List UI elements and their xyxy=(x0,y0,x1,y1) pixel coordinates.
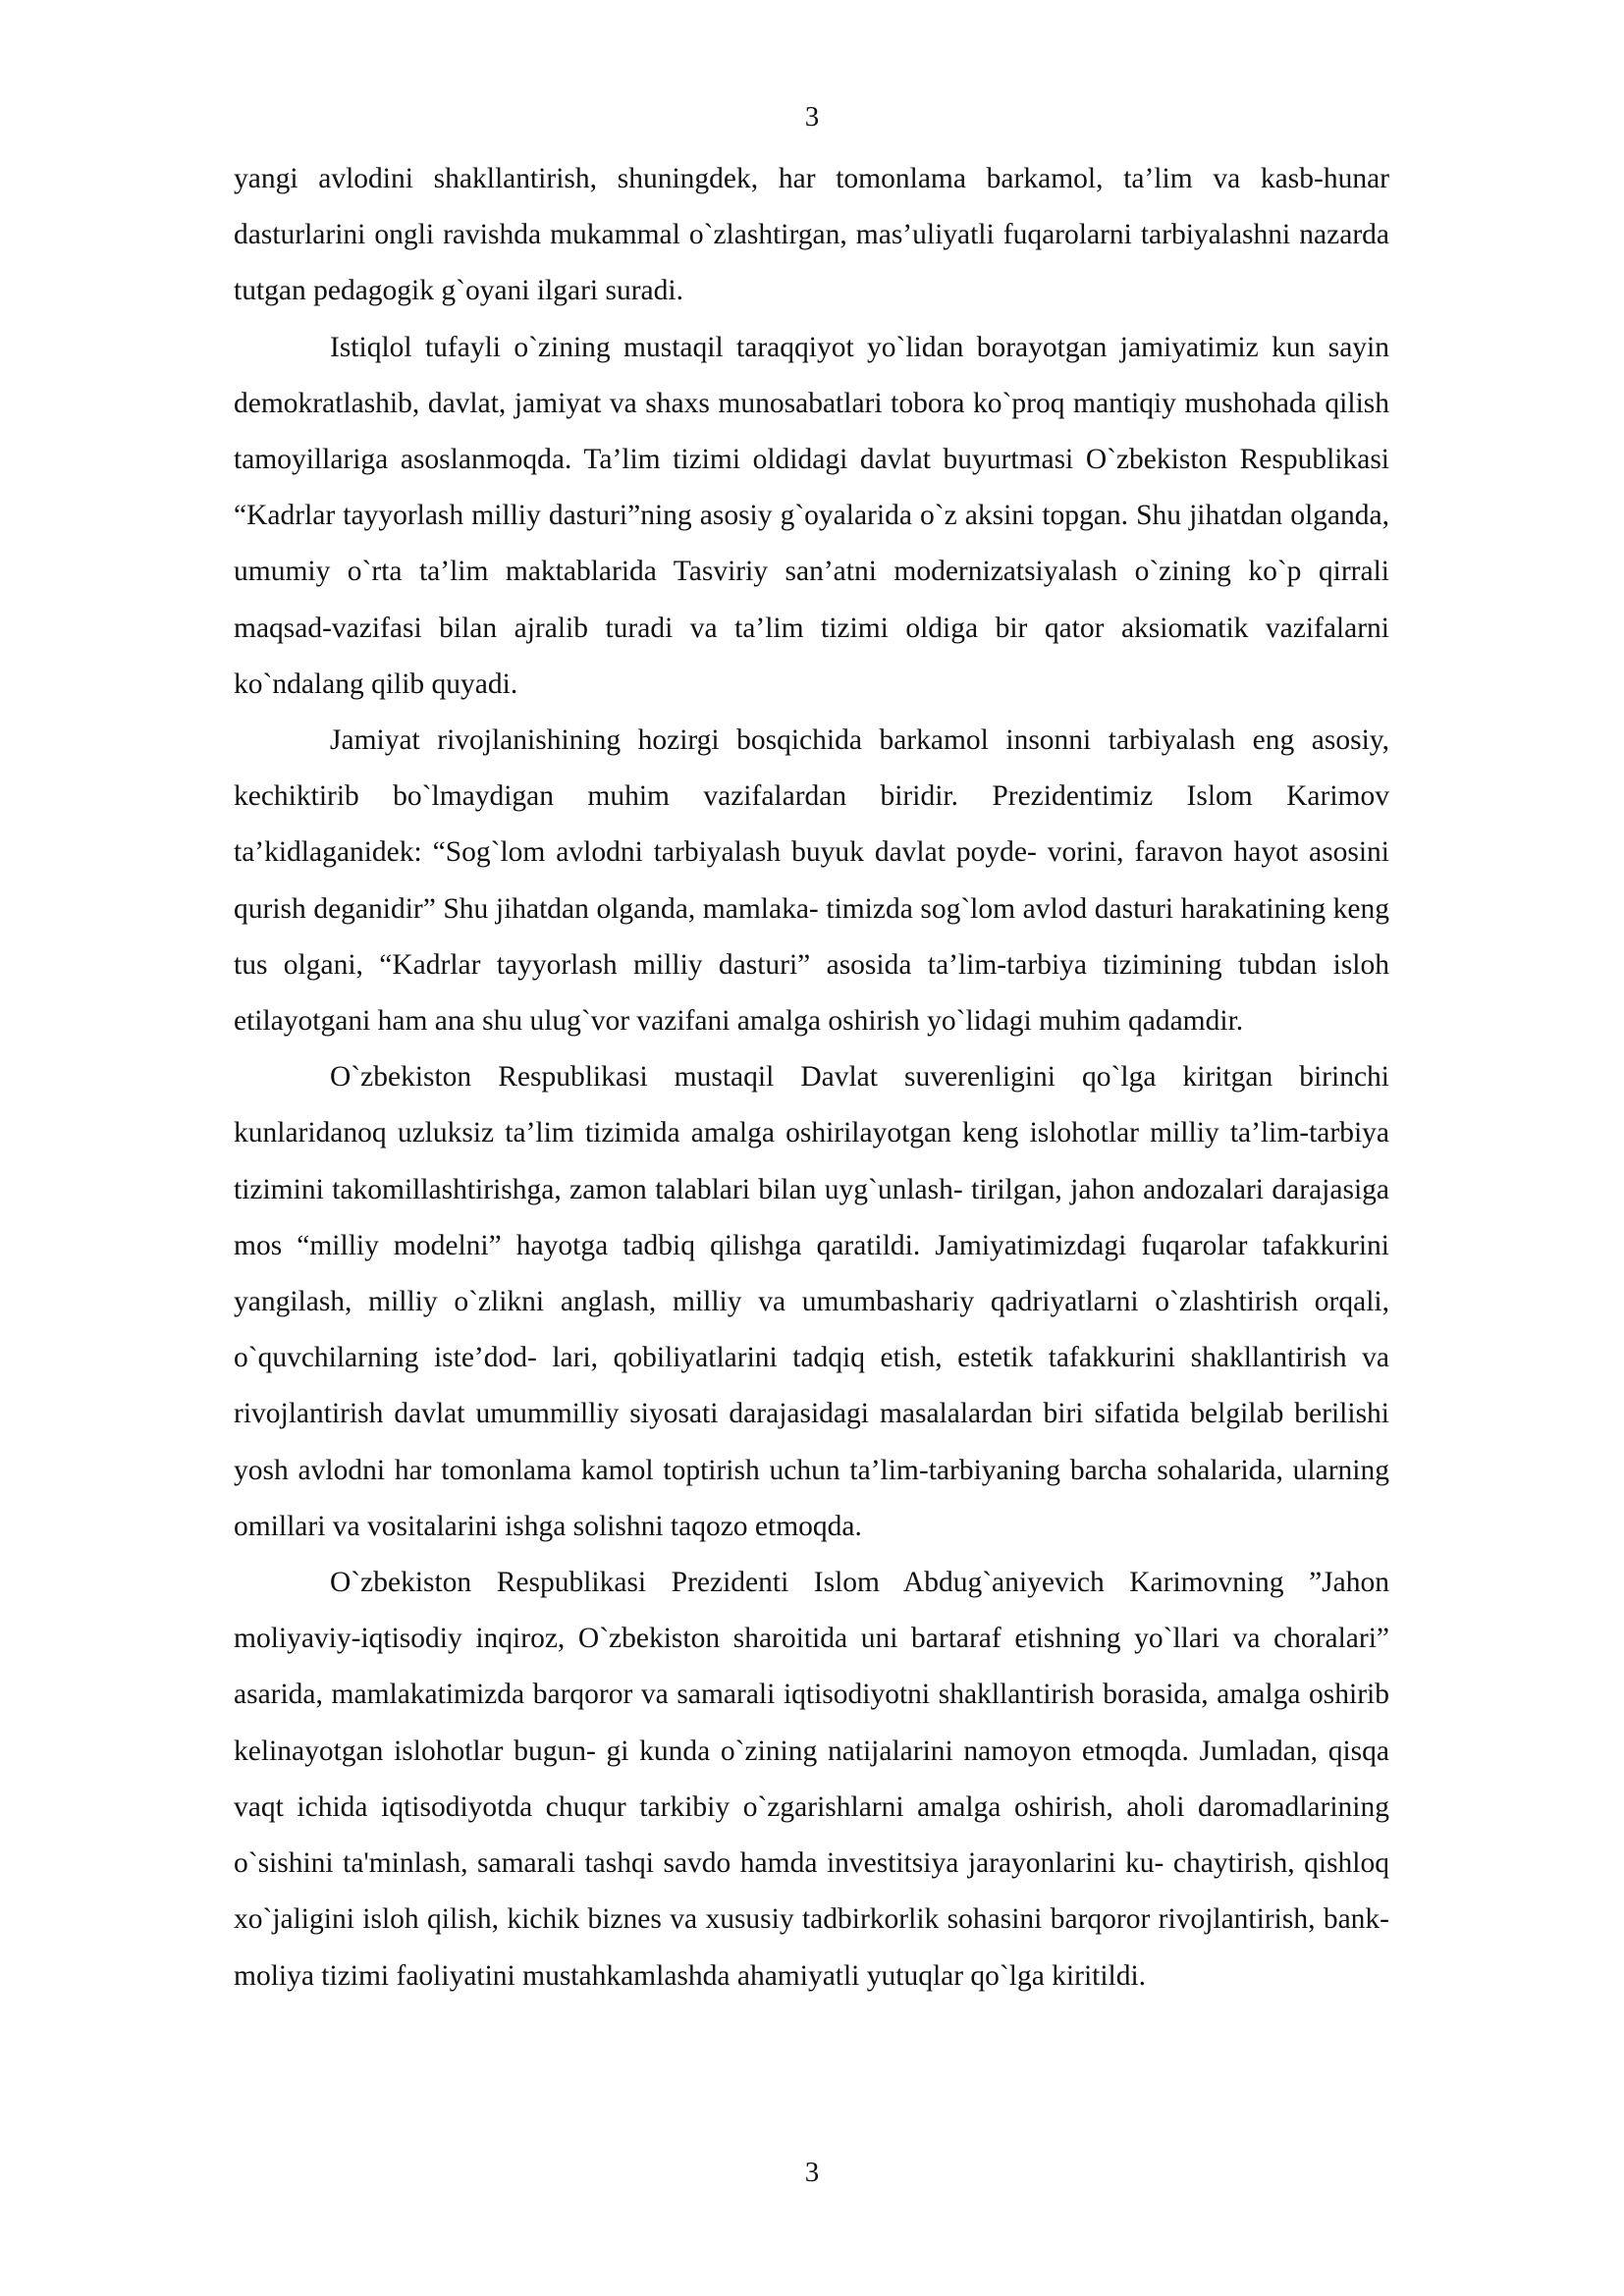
page-number-top: 3 xyxy=(804,101,820,133)
page-number-bottom: 3 xyxy=(804,2157,820,2188)
paragraph-3: Jamiyat rivojlanishining hozirgi bosqichida barkamol insonni tarbiyalash eng asosiy, kechiktirib bo`lmaydigan muhim vazifalardan biridir. Prezidentimiz Islom Karimov ta’kidlaganidek: “Sog`lom avlodni tarbiyalash buyuk davlat poyde- vorini, faravon hayot asosini qurish deganidir” Shu jihatdan olganda, mamlaka- timizda sog`lom avlod dasturi harakatining keng tus olgani, “Kadrlar tayyorlash milliy dasturi” asosida ta’lim-tarbiya tizimining tubdan isloh etilayotgani ham ana shu ulug`vor vazifani amalga oshirish yo`lidagi muhim qadamdir. xyxy=(234,724,1389,1038)
body-text xyxy=(234,151,1389,2004)
paragraph-4: O`zbekiston Respublikasi mustaqil Davlat suverenligini qo`lga kiritgan birinchi kunlaridanoq uzluksiz ta’lim tizimida amalga oshirilayotgan keng islohotlar milliy ta’lim-tarbiya tizimini takomillashtirishga, zamon talablari bilan uyg`unlash- tirilgan, jahon andozalari darajasiga mos “milliy modelni” hayotga tadbiq qilishga qaratildi. Jamiyatimizdagi fuqarolar tafakkurini yangilash, milliy o`zlikni anglash, milliy va umumbashariy qadriyatlarni o`zlashtirish orqali, o`quvchilarning iste’dod- lari, qobiliyatlarini tadqiq etish, estetik tafakkurini shakllantirish va rivojlantirish davlat umummilliy siyosati darajasidagi masalalardan biri sifatida belgilab berilishi yosh avlodni har tomonlama kamol toptirish uchun ta’lim-tarbiyaning barcha sohalarida, ularning omillari va vositalarini ishga solishni taqozo etmoqda. xyxy=(234,1061,1389,1542)
paragraph-5: O`zbekiston Respublikasi Prezidenti Islom Abdug`aniyevich Karimovning ”Jahon moliyaviy-iqtisodiy inqiroz, O`zbekiston sharoitida uni bartaraf etishning yo`llari va choralari” asarida, mamlakatimizda barqoror va samarali iqtisodiyotni shakllantirish borasida, amalga oshirib kelinayotgan islohotlar bugun- gi kunda o`zining natijalarini namoyon etmoqda. Jumladan, qisqa vaqt ichida iqtisodiyotda chuqur tarkibiy o`zgarishlarni amalga oshirish, aholi daromadlarining o`sishini ta'minlash, samarali tashqi savdo hamda investitsiya jarayonlarini ku- chaytirish, qishloq xo`jaligini isloh qilish, kichik biznes va xususiy tadbirkorlik sohasini barqoror rivojlantirish, bank-moliya tizimi faoliyatini mustahkamlashda ahamiyatli yutuqlar qo`lga kiritildi. xyxy=(234,1567,1389,1992)
paragraph-1: yangi avlodini shakllantirish, shuningdek, har tomonlama barkamol, ta’lim va kasb-hunar dasturlarini ongli ravishda mukammal o`zlashtirgan, mas’uliyatli fuqarolarni tarbiyalashni nazarda tutgan pedagogik g`oyani ilgari suradi. xyxy=(234,163,1389,307)
paragraph-2: Istiqlol tufayli o`zining mustaqil taraqqiyot yo`lidan borayotgan jamiyatimiz kun sayin demokratlashib, davlat, jamiyat va shaxs munosabatlari tobora ko`proq mantiqiy mushohada qilish tamoyillariga asoslanmoqda. Ta’lim tizimi oldidagi davlat buyurtmasi O`zbekiston Respublikasi “Kadrlar tayyorlash milliy dasturi”ning asosiy g`oyalarida o`z aksini topgan. Shu jihatdan olganda, umumiy o`rta ta’lim maktablarida Tasviriy san’atni modernizatsiyalash o`zining ko`p qirrali maqsad-vazifasi bilan ajralib turadi va ta’lim tizimi oldiga bir qator aksiomatik vazifalarni ko`ndalang qilib quyadi. xyxy=(234,331,1389,700)
